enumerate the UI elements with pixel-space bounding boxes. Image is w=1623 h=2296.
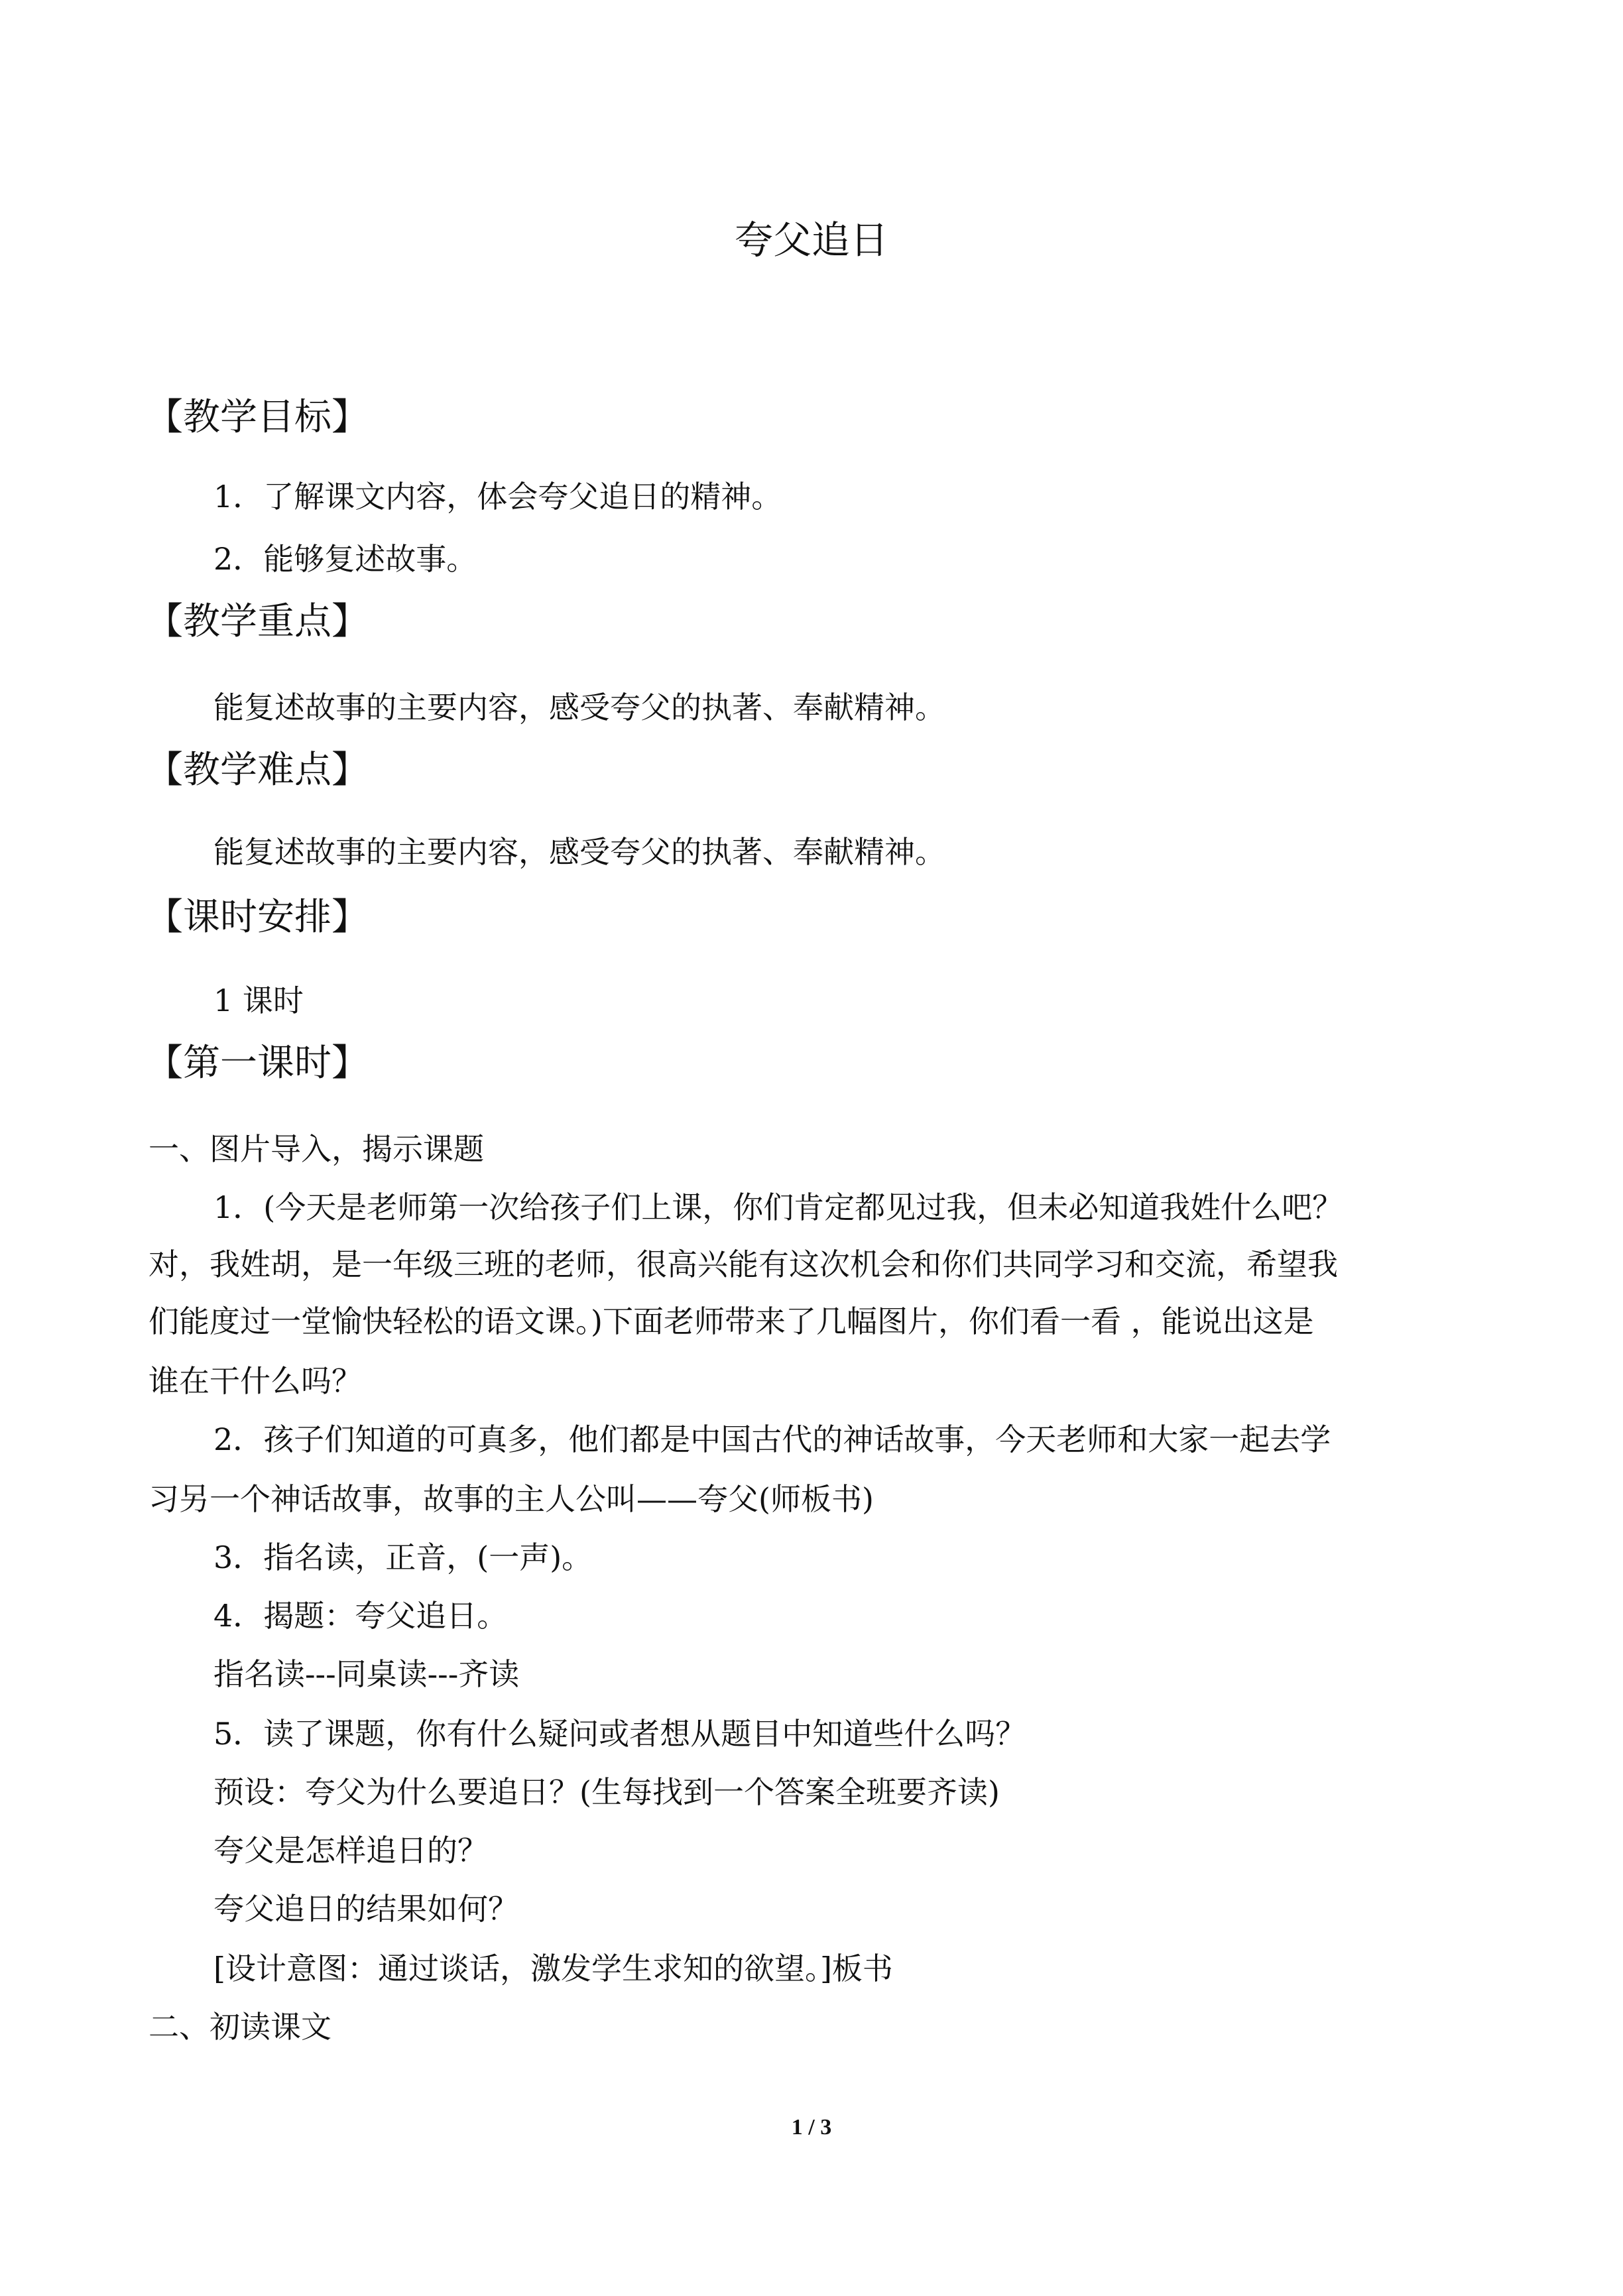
lesson-line-10: 5．读了课题，你有什么疑问或者想从题目中知道些什么吗？ <box>213 1716 1026 1752</box>
part2-heading: 二、初读课文 <box>149 2009 331 2045</box>
schedule-text: 1 课时 <box>213 983 304 1018</box>
objective-item-2: 2．能够复述故事。 <box>213 541 477 577</box>
heading-lesson1: 【第一课时】 <box>146 1042 369 1085</box>
difficulties-text: 能复述故事的主要内容，感受夸父的执著、奉献精神。 <box>213 834 945 870</box>
page-number: 1 / 3 <box>791 2115 832 2140</box>
part1-heading: 一、图片导入，揭示课题 <box>149 1131 484 1167</box>
heading-schedule: 【课时安排】 <box>146 896 369 939</box>
lesson-line-8: 4．揭题：夸父追日。 <box>213 1598 508 1634</box>
page-title: 夸父追日 <box>734 217 888 263</box>
lesson-line-13: 夸父追日的结果如何？ <box>213 1891 518 1927</box>
lesson-line-14: [设计意图：通过谈话，激发学生求知的欲望。]板书 <box>213 1951 893 1986</box>
lesson-line-2: 对，我姓胡，是一年级三班的老师，很高兴能有这次机会和你们共同学习和交流，希望我 <box>149 1246 1338 1282</box>
lesson-line-7: 3．指名读，正音，(一声)。 <box>213 1540 593 1575</box>
heading-key-points: 【教学重点】 <box>146 600 369 643</box>
heading-difficulties: 【教学难点】 <box>146 749 369 792</box>
lesson-line-5: 2．孩子们知道的可真多，他们都是中国古代的神话故事，今天老师和大家一起去学 <box>213 1421 1331 1457</box>
lesson-line-11: 预设：夸父为什么要追日？(生每找到一个答案全班要齐读) <box>213 1774 1000 1810</box>
lesson-line-3: 们能度过一堂愉快轻松的语文课。)下面老师带来了几幅图片，你们看一看 ，能说出这是 <box>149 1303 1314 1339</box>
lesson-line-4: 谁在干什么吗？ <box>149 1363 362 1399</box>
key-points-text: 能复述故事的主要内容，感受夸父的执著、奉献精神。 <box>213 690 945 725</box>
lesson-line-9: 指名读---同桌读---齐读 <box>213 1656 520 1692</box>
lesson-line-1: 1．(今天是老师第一次给孩子们上课，你们肯定都见过我，但未必知道我姓什么吧？ <box>213 1189 1343 1225</box>
lesson-line-12: 夸父是怎样追日的？ <box>213 1833 488 1868</box>
lesson-line-6: 习另一个神话故事，故事的主人公叫——夸父(师板书) <box>149 1481 874 1517</box>
objective-item-1: 1．了解课文内容，体会夸父追日的精神。 <box>213 479 782 514</box>
heading-objectives: 【教学目标】 <box>146 396 369 439</box>
